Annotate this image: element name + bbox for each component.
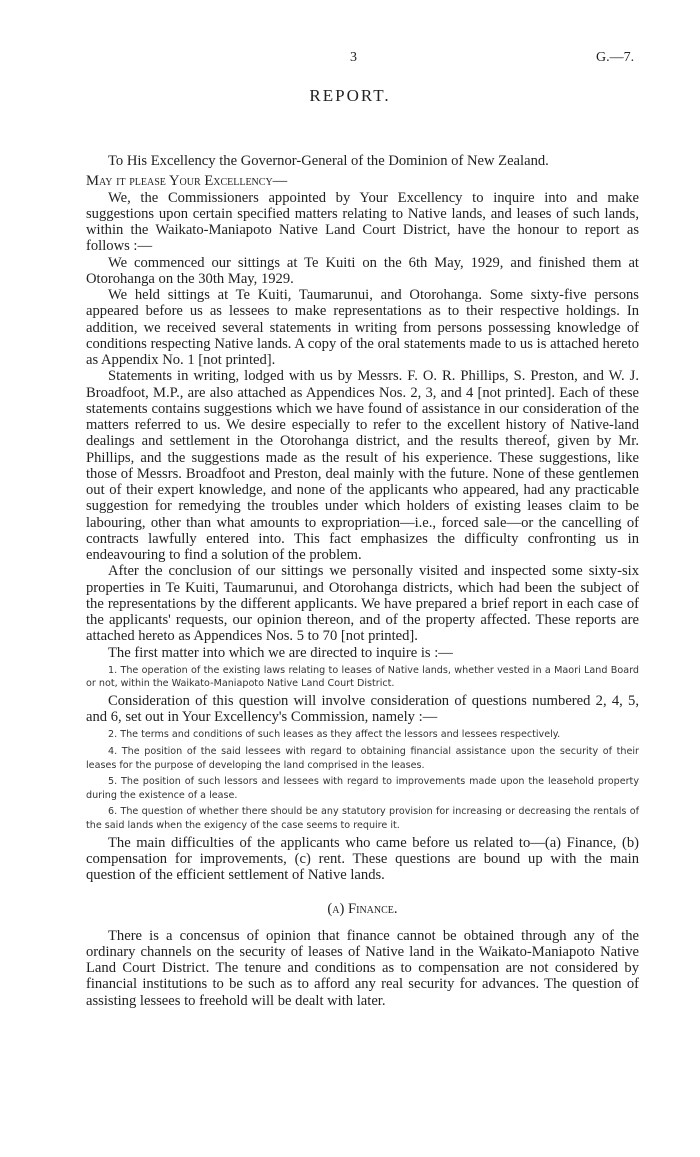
- page-title: REPORT.: [309, 86, 391, 105]
- address-line: To His Excellency the Governor-General of the Dominion of New Zealand.: [108, 153, 549, 169]
- document-reference: G.—7.: [596, 50, 635, 65]
- paragraph: There is a concensus of opinion that finance cannot be obtained through any of the ordinary channels on the security of leases of Native land in the Waikato-Maniapoto Native Land Court District. The tenure and conditions as to compensation are not considered by financial institutions to be such as to afford any real security for advances. The question of assisting lessees to freehold will be dealt with later.: [86, 927, 639, 1009]
- paragraph: Consideration of this question will involve consideration of questions numbered 2, 4, 5, and 6, set out in Your Excellency's Commission, namely :—: [86, 692, 639, 726]
- quoted-question: 4. The position of the said lessees with regard to obtaining financial assistance upon the security of their leases for the purpose of developing the land comprised in the leases.: [86, 746, 639, 771]
- report-body: [86, 153, 639, 1009]
- paragraph: After the conclusion of our sittings we personally visited and inspected some sixty-six properties in Te Kuiti, Taumarunui, and Otorohanga districts, which had been the subject of the representations by the different applicants. We have prepared a brief report in each case of the applicants' requests, our opinion thereon, and of the property affected. These reports are attached hereto as Appendices Nos. 5 to 70 [not printed].: [86, 563, 639, 645]
- paragraph: We commenced our sittings at Te Kuiti on the 6th May, 1929, and finished them at Otorohanga on the 30th May, 1929.: [86, 254, 639, 287]
- paragraph: We held sittings at Te Kuiti, Taumarunui, and Otorohanga. Some sixty-five persons appeared before us as lessees to make representations as to their respective holdings. In addition, we received several statements in writing from persons possessing knowledge of conditions respecting Native lands. A copy of the oral statements made to us is attached hereto as Appendix No. 1 [not printed].: [86, 287, 639, 368]
- salutation: May it please Your Excellency—: [86, 173, 288, 190]
- paragraph: Statements in writing, lodged with us by Messrs. F. O. R. Phillips, S. Preston, and W. J. Broadfoot, M.P., are also attached as Appendices Nos. 2, 3, and 4 [not printed]. Each of these statements contains suggestions which we have found of assistance in our consideration of the matters referred to us. We desire especially to refer to the excellent history of Native-land dealings and settlement in the Otorohanga district, and the results thereof, given by Mr. Phillips, and the suggestions made as the result of his experience. These suggestions, like those of Messrs. Broadfoot and Preston, deal mainly with the future. None of these gentlemen out of their expert knowledge, and none of the applicants who appeared, had any practicable suggestion for remedying the troubles under which holders of existing leases claim to be labouring, other than what amounts to expropriation—i.e., forced sale—or the cancelling of contracts lawfully entered into. This fact emphasizes the difficulty confronting us in endeavouring to find a solution of the problem.: [86, 368, 639, 563]
- quoted-question: 5. The position of such lessors and lessees with regard to improvements made upon the leasehold property during the existence of a lease.: [86, 776, 639, 801]
- section-heading: (a) Finance.: [327, 901, 398, 918]
- quoted-question: 6. The question of whether there should be any statutory provision for increasing or decreasing the rentals of the said lands when the exigency of the case seems to require it.: [86, 806, 639, 831]
- paragraph: The main difficulties of the applicants who came before us related to—(a) Finance, (b) compensation for improvements, (c) rent. These questions are bound up with the main question of the efficient settlement of Native lands.: [86, 834, 639, 884]
- quoted-question: 2. The terms and conditions of such leases as they affect the lessors and lessees respectively.: [108, 729, 561, 741]
- paragraph: We, the Commissioners appointed by Your Excellency to inquire into and make suggestions upon certain specified matters relating to Native lands, and leases of such lands, within the Waikato-Maniapoto Native Land Court District, have the honour to report as follows :—: [86, 189, 639, 255]
- paragraph: The first matter into which we are directed to inquire is :—: [108, 644, 453, 661]
- page-number: 3: [350, 50, 357, 65]
- quoted-question: 1. The operation of the existing laws relating to leases of Native lands, whether vested in a Maori Land Board or not, within the Waikato-Maniapoto Native Land Court District.: [86, 664, 639, 690]
